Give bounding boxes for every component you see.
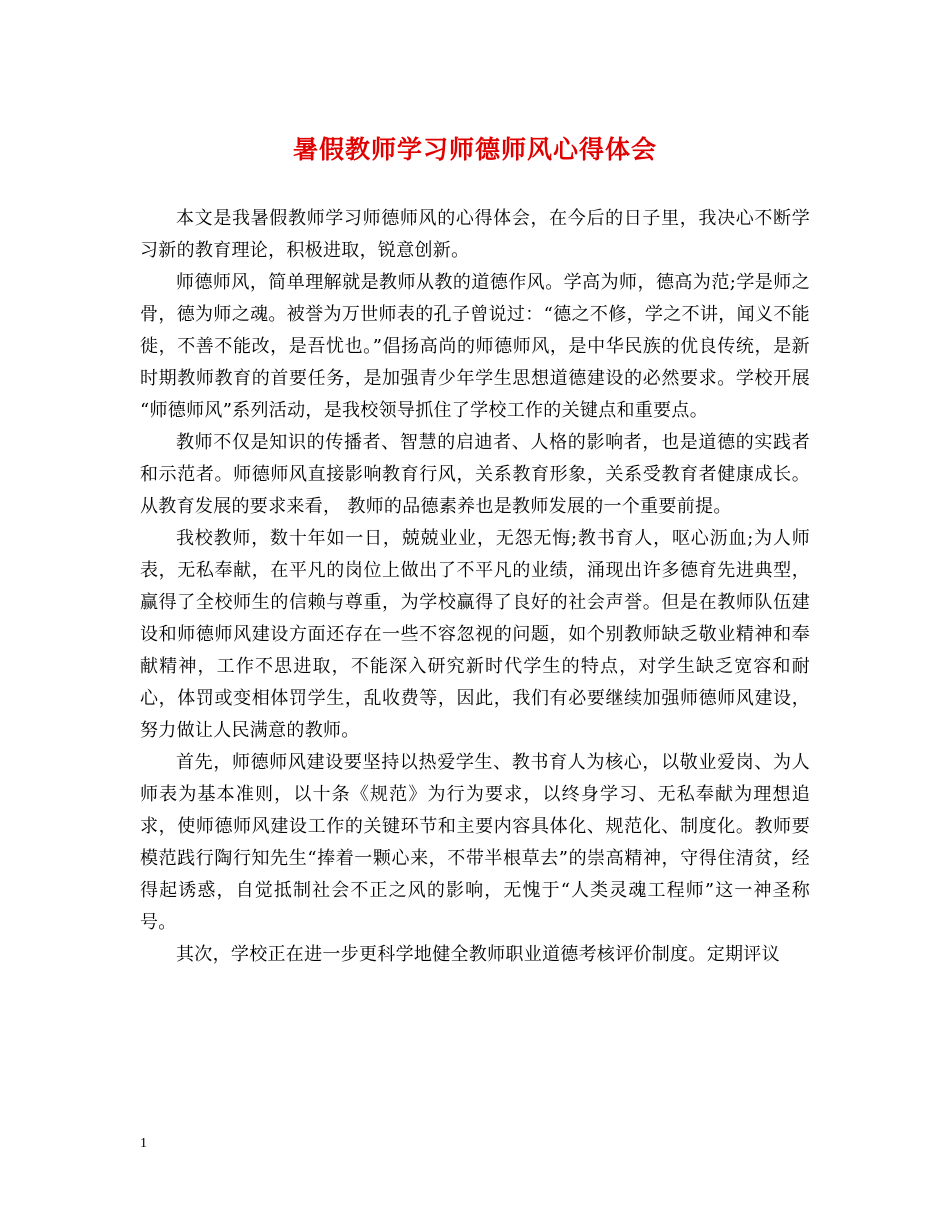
paragraph-4: 我校教师，数十年如一日，兢兢业业，无怨无悔;教书育人，呕心沥血;为人师表，无私奉献，在平凡的岗位上做出了不平凡的业绩，涌现出许多德育先进典型，赢得了全校师生的信赖与尊重，为学校赢得了良好的社会声誉。但是在教师队伍建设和师德师风建设方面还存在一些不容忽视的问题，如个别教师缺乏敬业精神和奉献精神，工作不思进取，不能深入研究新时代学生的特点，对学生缺乏宽容和耐心，体罚或变相体罚学生，乱收费等，因此，我们有必要继续加强师德师风建设，努力做让人民满意的教师。	[140, 528, 810, 741]
paragraph-1: 本文是我暑假教师学习师德师风的心得体会，在今后的日子里，我决心不断学习新的教育理论，积极进取，锐意创新。	[140, 208, 810, 261]
document-body	[140, 203, 810, 971]
paragraph-6: 其次，学校正在进一步更科学地健全教师职业道德考核评价制度。定期评议	[176, 944, 780, 965]
paragraph-3: 教师不仅是知识的传播者、智慧的启迪者、人格的影响者，也是道德的实践者和示范者。师德师风直接影响教育行风，关系教育形象，关系受教育者健康成长。从教育发展的要求来看， 教师的品德素养也是教师发展的一个重要前提。	[140, 432, 810, 517]
page-number: 1	[140, 1136, 147, 1151]
paragraph-2: 师德师风，简单理解就是教师从教的道德作风。学高为师，德高为范;学是师之骨，德为师之魂。被誉为万世师表的孔子曾说过：“德之不修，学之不讲，闻义不能徙，不善不能改，是吾忧也。”倡扬高尚的师德师风，是中华民族的优良传统，是新时期教师教育的首要任务，是加强青少年学生思想道德建设的必然要求。学校开展 “师德师风”系列活动，是我校领导抓住了学校工作的关键点和重要点。	[140, 272, 810, 421]
paragraph-5: 首先，师德师风建设要坚持以热爱学生、教书育人为核心，以敬业爱岗、为人师表为基本准则，以十条《规范》为行为要求，以终身学习、无私奉献为理想追求，使师德师风建设工作的关键环节和主要内容具体化、规范化、制度化。教师要模范践行陶行知先生“捧着一颗心来，不带半根草去”的崇高精神，守得住清贫，经得起诱惑，自觉抵制社会不正之风的影响，无愧于“人类灵魂工程师”这一神圣称号。	[140, 752, 810, 933]
document-title: 暑假教师学习师德师风心得体会	[292, 135, 657, 164]
